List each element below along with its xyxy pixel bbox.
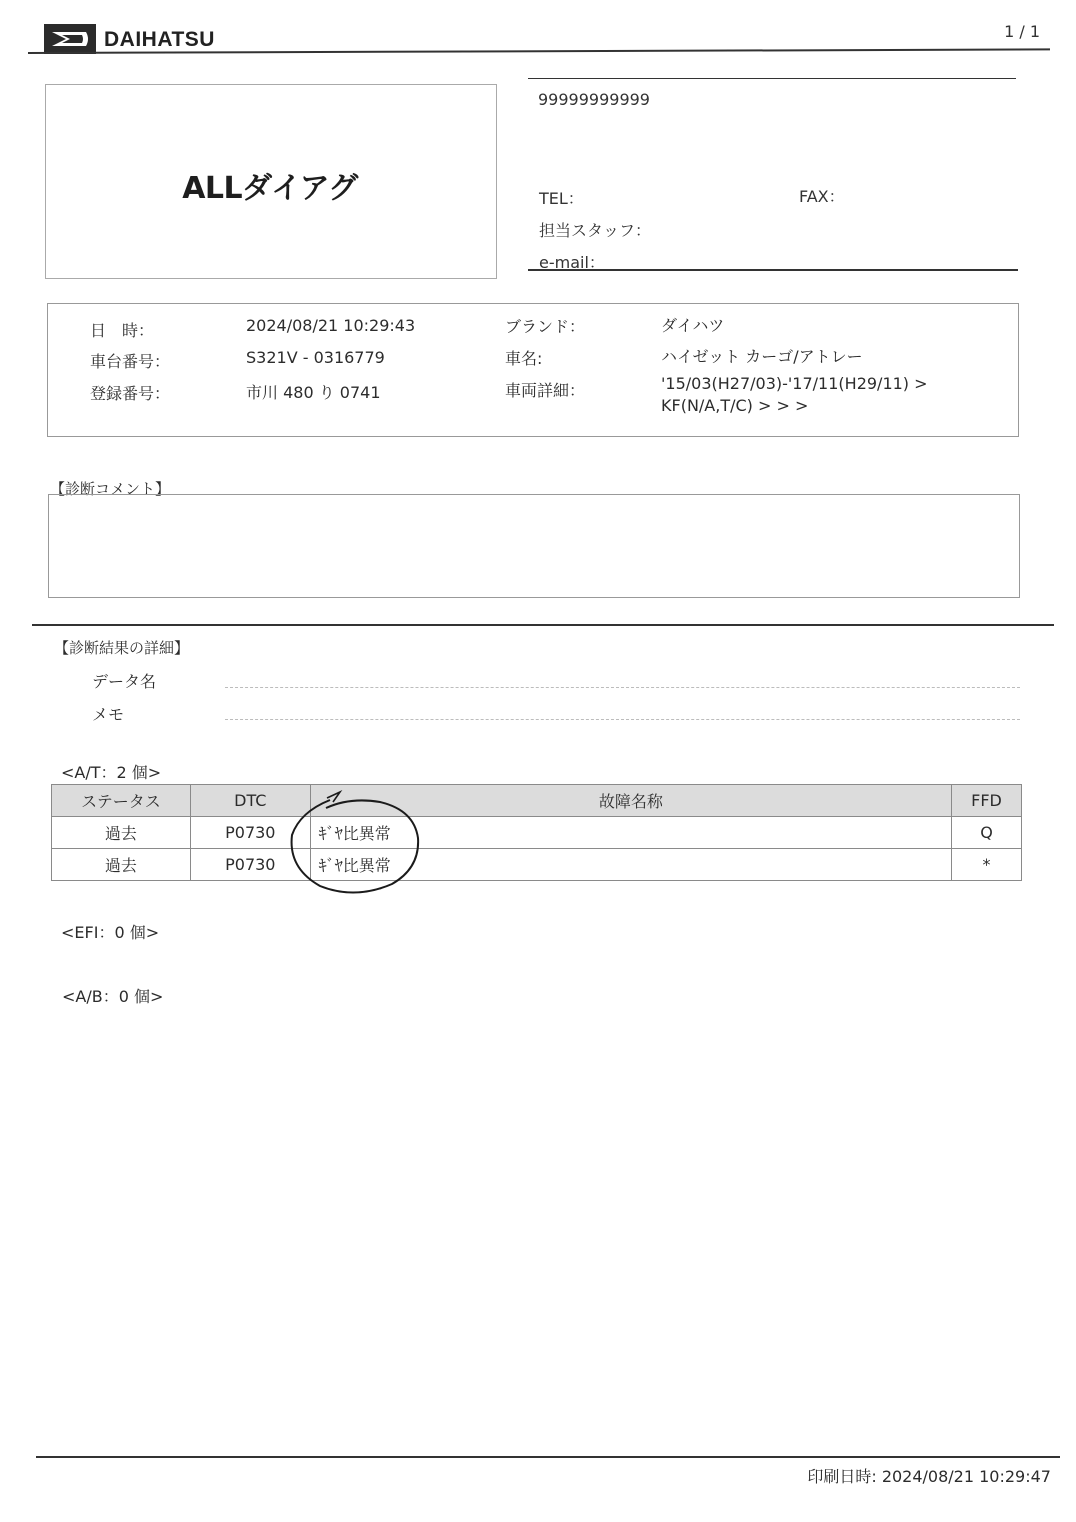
column-header-fault-name: 故障名称 <box>310 785 951 817</box>
contact-id: 99999999999 <box>538 90 650 109</box>
dtc-cell: P0730 <box>190 817 310 849</box>
status-cell: 過去 <box>52 849 191 881</box>
shop-name: ALLダイアグ <box>182 171 358 206</box>
table-row <box>52 849 1022 881</box>
brand-logo-text: DAIHATSU <box>104 28 215 51</box>
daihatsu-logo-icon <box>44 24 96 54</box>
efi-group-label: <EFI：0 個> <box>61 923 160 942</box>
fault-name-cell: ｷﾞﾔ比異常 <box>310 817 951 849</box>
contact-bottom-divider <box>528 269 1018 271</box>
fault-name-cell: ｷﾞﾔ比異常 <box>310 849 951 881</box>
ffd-cell: * <box>952 849 1022 881</box>
vehicle-detail-label: 車両詳細： <box>505 381 586 400</box>
data-name-label: データ名 <box>92 672 157 691</box>
registration-value: 市川 480 り 0741 <box>246 383 381 402</box>
registration-label: 登録番号： <box>90 384 171 403</box>
ffd-cell: Q <box>952 817 1022 849</box>
brand-label: ブランド： <box>505 317 586 336</box>
model-value: ハイゼット カーゴ/アトレー <box>661 347 863 366</box>
vehicle-detail-value-line1: '15/03(H27/03)-'17/11(H29/11) > <box>661 374 928 393</box>
print-timestamp: 印刷日時: 2024/08/21 10:29:47 <box>807 1467 1051 1486</box>
column-header-status: ステータス <box>52 785 191 817</box>
comment-title: 【診断コメント】 <box>50 480 171 498</box>
table-row <box>52 817 1022 849</box>
comment-box <box>48 494 1020 598</box>
memo-line <box>225 719 1020 720</box>
column-header-dtc: DTC <box>190 785 310 817</box>
ab-group-label: <A/B：0 個> <box>62 987 164 1006</box>
chassis-value: S321V - 0316779 <box>246 348 385 367</box>
datetime-value: 2024/08/21 10:29:43 <box>246 316 416 335</box>
chassis-label: 車台番号： <box>90 352 171 371</box>
data-name-line <box>225 687 1020 688</box>
section-divider <box>32 624 1054 626</box>
dtc-cell: P0730 <box>190 849 310 881</box>
vehicle-detail-value-line2: KF(N/A,T/C) > > > <box>661 396 809 415</box>
contact-top-divider <box>528 78 1016 79</box>
tel-label: TEL： <box>539 189 584 208</box>
dtc-table <box>51 784 1022 881</box>
status-cell: 過去 <box>52 817 191 849</box>
column-header-ffd: FFD <box>952 785 1022 817</box>
staff-label: 担当スタッフ： <box>539 221 652 240</box>
table-header-row <box>52 785 1022 817</box>
model-label: 車名: <box>505 349 543 368</box>
datetime-label: 日 時： <box>90 321 155 340</box>
brand-value: ダイハツ <box>661 316 725 335</box>
results-title: 【診断結果の詳細】 <box>54 639 190 657</box>
at-group-label: <A/T：2 個> <box>61 763 162 782</box>
memo-label: メモ <box>92 705 125 724</box>
email-label: e-mail： <box>539 253 605 272</box>
page-number: 1 / 1 <box>1004 22 1040 41</box>
footer-divider <box>36 1456 1060 1458</box>
fax-label: FAX： <box>799 187 845 206</box>
